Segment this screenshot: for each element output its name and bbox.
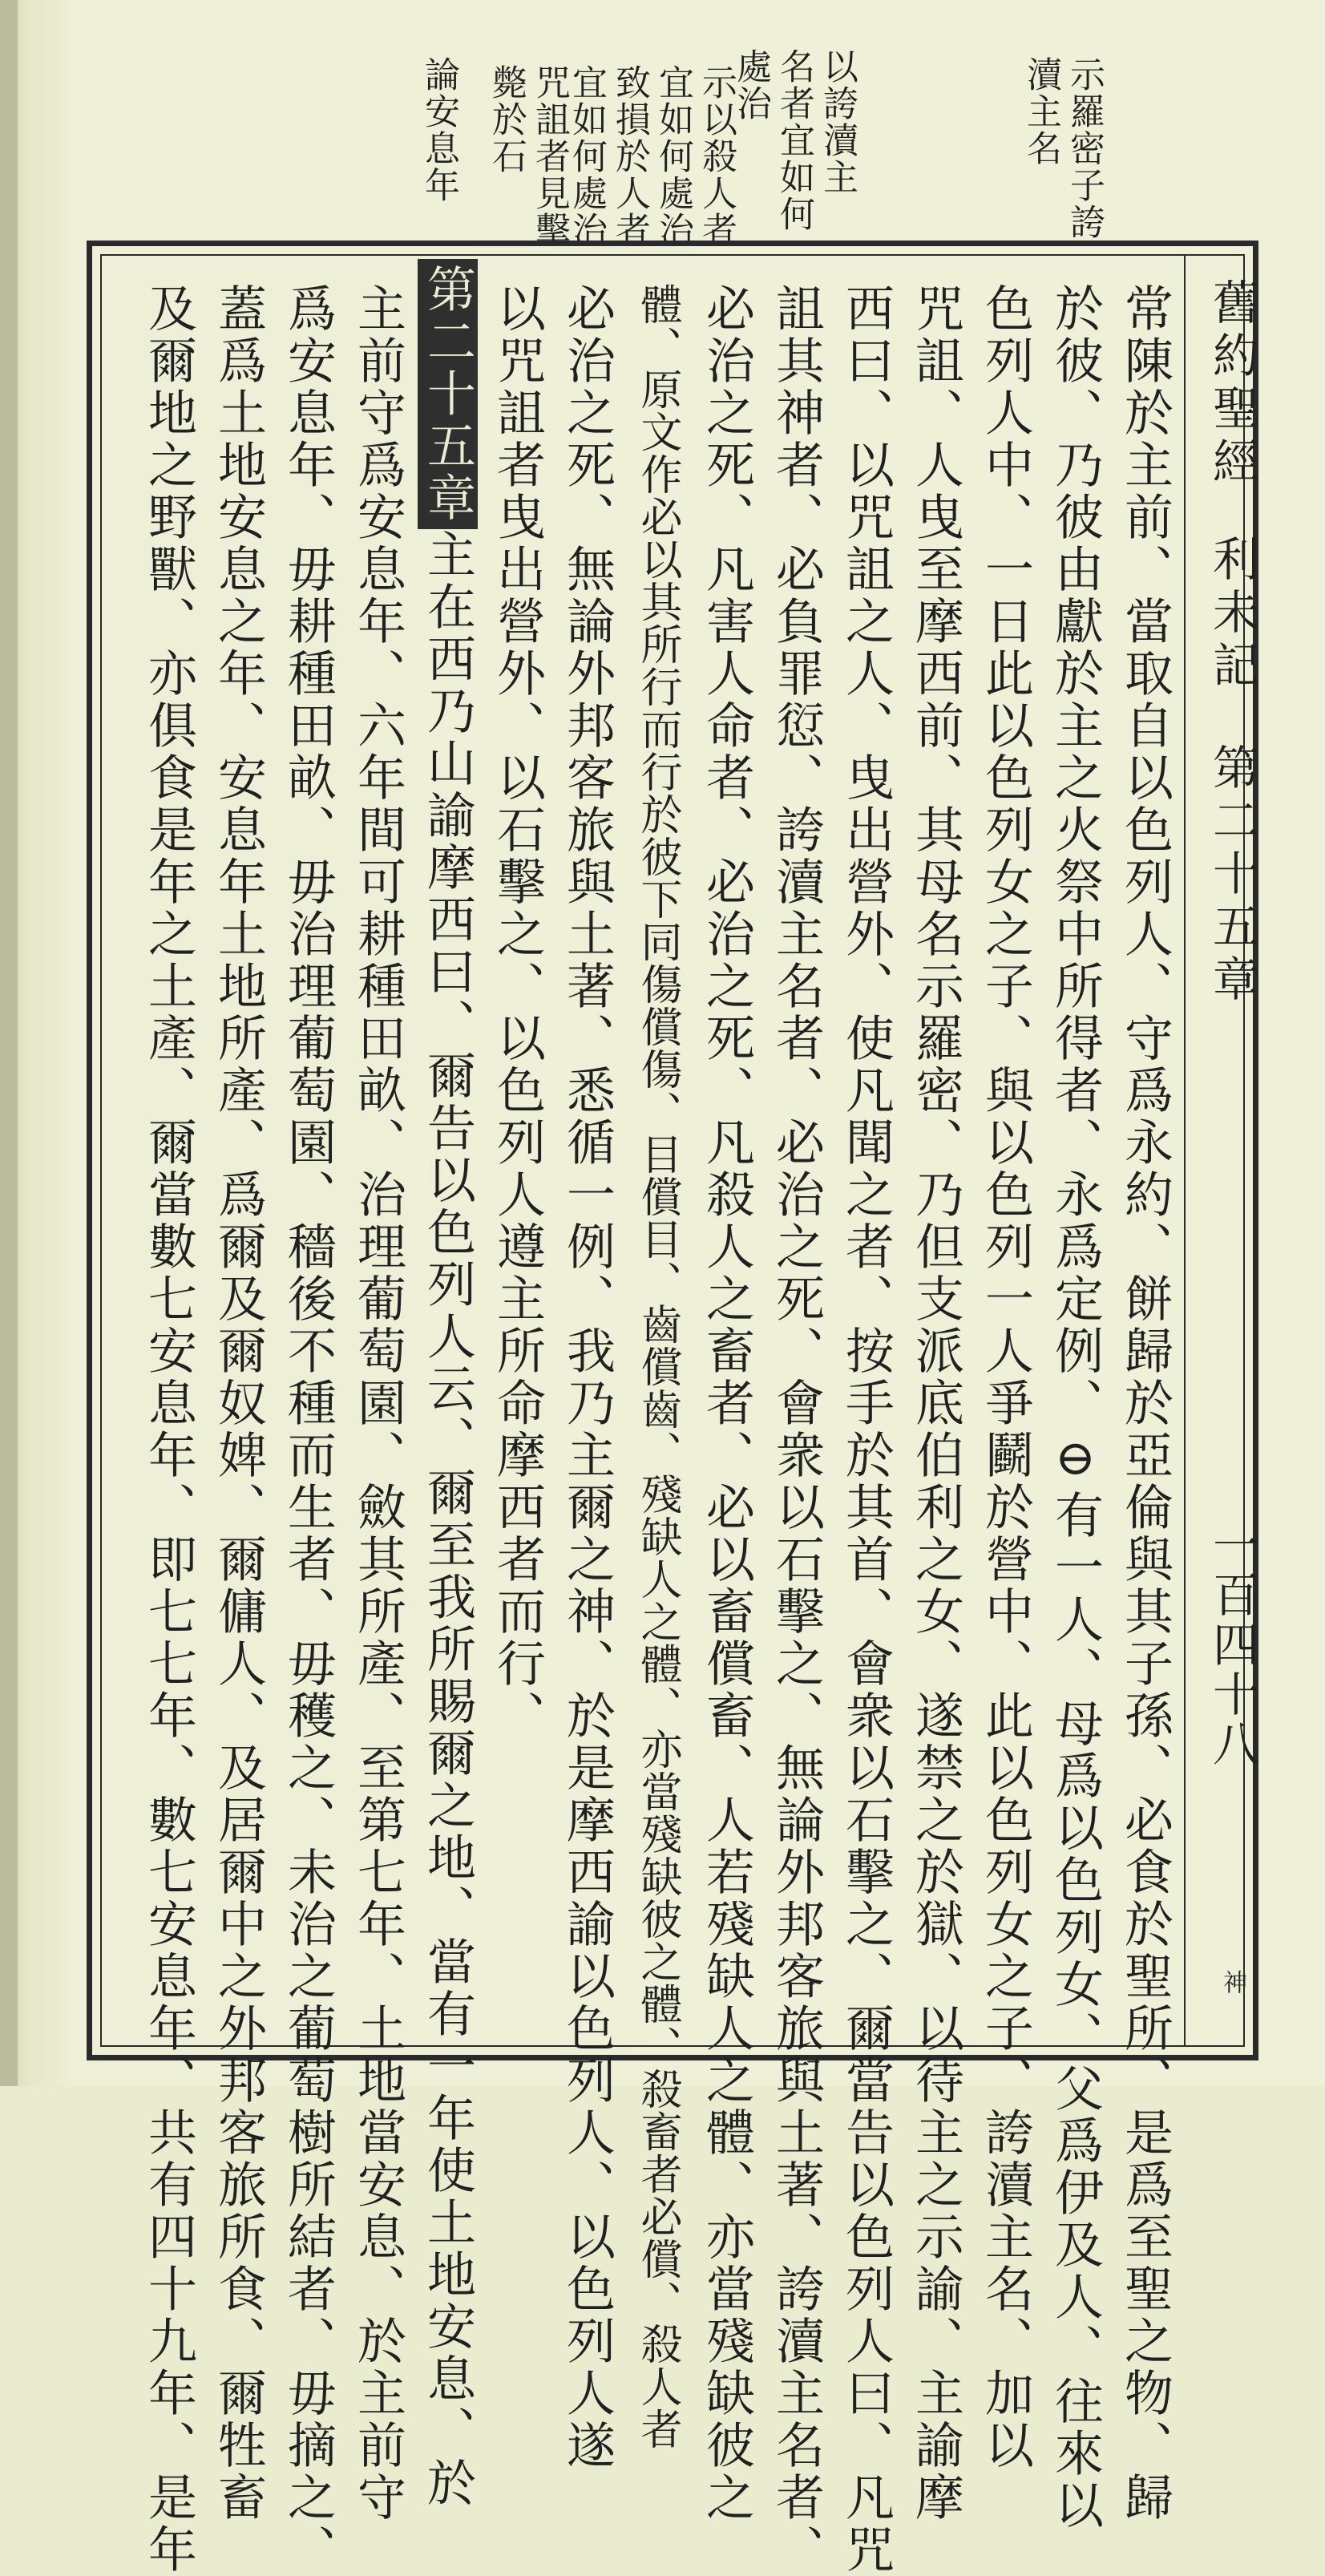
text-column-4: 咒詛、人曳至摩西前、其母名示羅密、乃但支派底伯利之女、遂禁之於獄、以待主之示諭、主諭摩 [907,283,964,2524]
margin-note: 示羅密子誇 [1064,56,1105,241]
section-title: 利未記 [1205,535,1259,694]
text-column-8: 體、原文作必以其所行而行於彼下同傷償傷、目償目、齒償齒、殘缺人之體、亦當殘缺彼之體、殺畜者必償、殺人者 [633,283,681,2450]
chapter-heading-column [414,259,481,2509]
text-column-10: 以咒詛者曳出營外、以石擊之、以色列人遵主所命摩西者而行、 [489,283,546,1742]
margin-note: 宜如何處治 [566,64,607,249]
text-column-6: 詛其神者、必負罪愆、誇瀆主名者、必治之死、會衆以石擊之、無論外邦客旅與土著、誇瀆主名者、 [768,283,825,2576]
text-frame [87,241,1259,2576]
text-column-1: 常陳於主前、當取自以色列人、守爲永約、餅歸於亞倫與其子孫、必食於聖所、是爲至聖之物、歸 [1117,283,1174,2524]
text-column-15: 及爾地之野獸、亦俱食是年之土產、爾當數七安息年、即七七年、數七安息年、共有四十九年、是年 [140,283,197,2576]
margin-note: 論安息年 [418,56,459,204]
header-divider [1184,254,1186,2047]
margin-note: 咒詛者見擊 [529,64,570,249]
text-column-7: 必治之死、凡害人命者、必治之死、凡殺人之畜者、必以畜償畜、人若殘缺人之體、亦當殘缺彼之 [698,283,755,2524]
text-column-2: 於彼、乃彼由獻於主之火祭中所得者、永爲定例、⊖有一人、母爲以色列女、父爲伊及人、往來以 [1047,283,1104,2532]
margin-note: 示以殺人者 [696,64,737,249]
margin-note: 名者宜如何 [774,48,814,233]
text-column-11: 主在西乃山諭摩西曰、爾告以色列人云、爾至我所賜爾之地、當有一年使土地安息、於 [419,529,476,2509]
text-column-5: 西曰、以咒詛之人、曳出營外、使凡聞之者、按手於其首、會衆以石擊之、爾當告以色列人曰、凡咒 [838,283,895,2576]
margin-note: 以誇瀆主 [817,48,858,196]
text-column-9: 必治之死、無論外邦客旅與土著、悉循一例、我乃主爾之神、於是摩西諭以色列人、以色列人遂 [559,283,616,2472]
chapter-title: 第二十五章 [1205,743,1259,1008]
text-column-12: 主前守爲安息年、六年間可耕種田畝、治理葡萄園、斂其所產、至第七年、土地當安息、於主前守 [349,283,406,2524]
chapter-heading: 第二十五章 [418,259,478,529]
margin-note: 宜如何處治 [652,64,693,249]
margin-note: 斃於石 [486,64,527,175]
text-column-14: 蓋爲土地安息之年、安息年土地所產、爲爾及爾奴婢、爾傭人、及居爾中之外邦客旅所食、爾牲畜 [210,283,267,2524]
book-binding [0,0,18,2086]
page-number: 一百四十八 [1205,1521,1259,1769]
margin-note: 致損於人者 [609,64,650,249]
text-column-3: 色列人中、一日此以色列女之子、與以色列一人爭鬬於營中、此以色列女之子、誇瀆主名、加以 [977,283,1034,2472]
margin-note: 瀆主名 [1020,56,1061,167]
margin-note: 處治 [730,48,771,122]
book-title: 舊約聖經 [1205,278,1259,490]
text-column-13: 爲安息年、毋耕種田畝、毋治理葡萄園、穡後不種而生者、毋穫之、未治之葡萄樹所結者、毋摘之、 [280,283,337,2576]
footer-mark: 神 [1218,1970,1246,1994]
